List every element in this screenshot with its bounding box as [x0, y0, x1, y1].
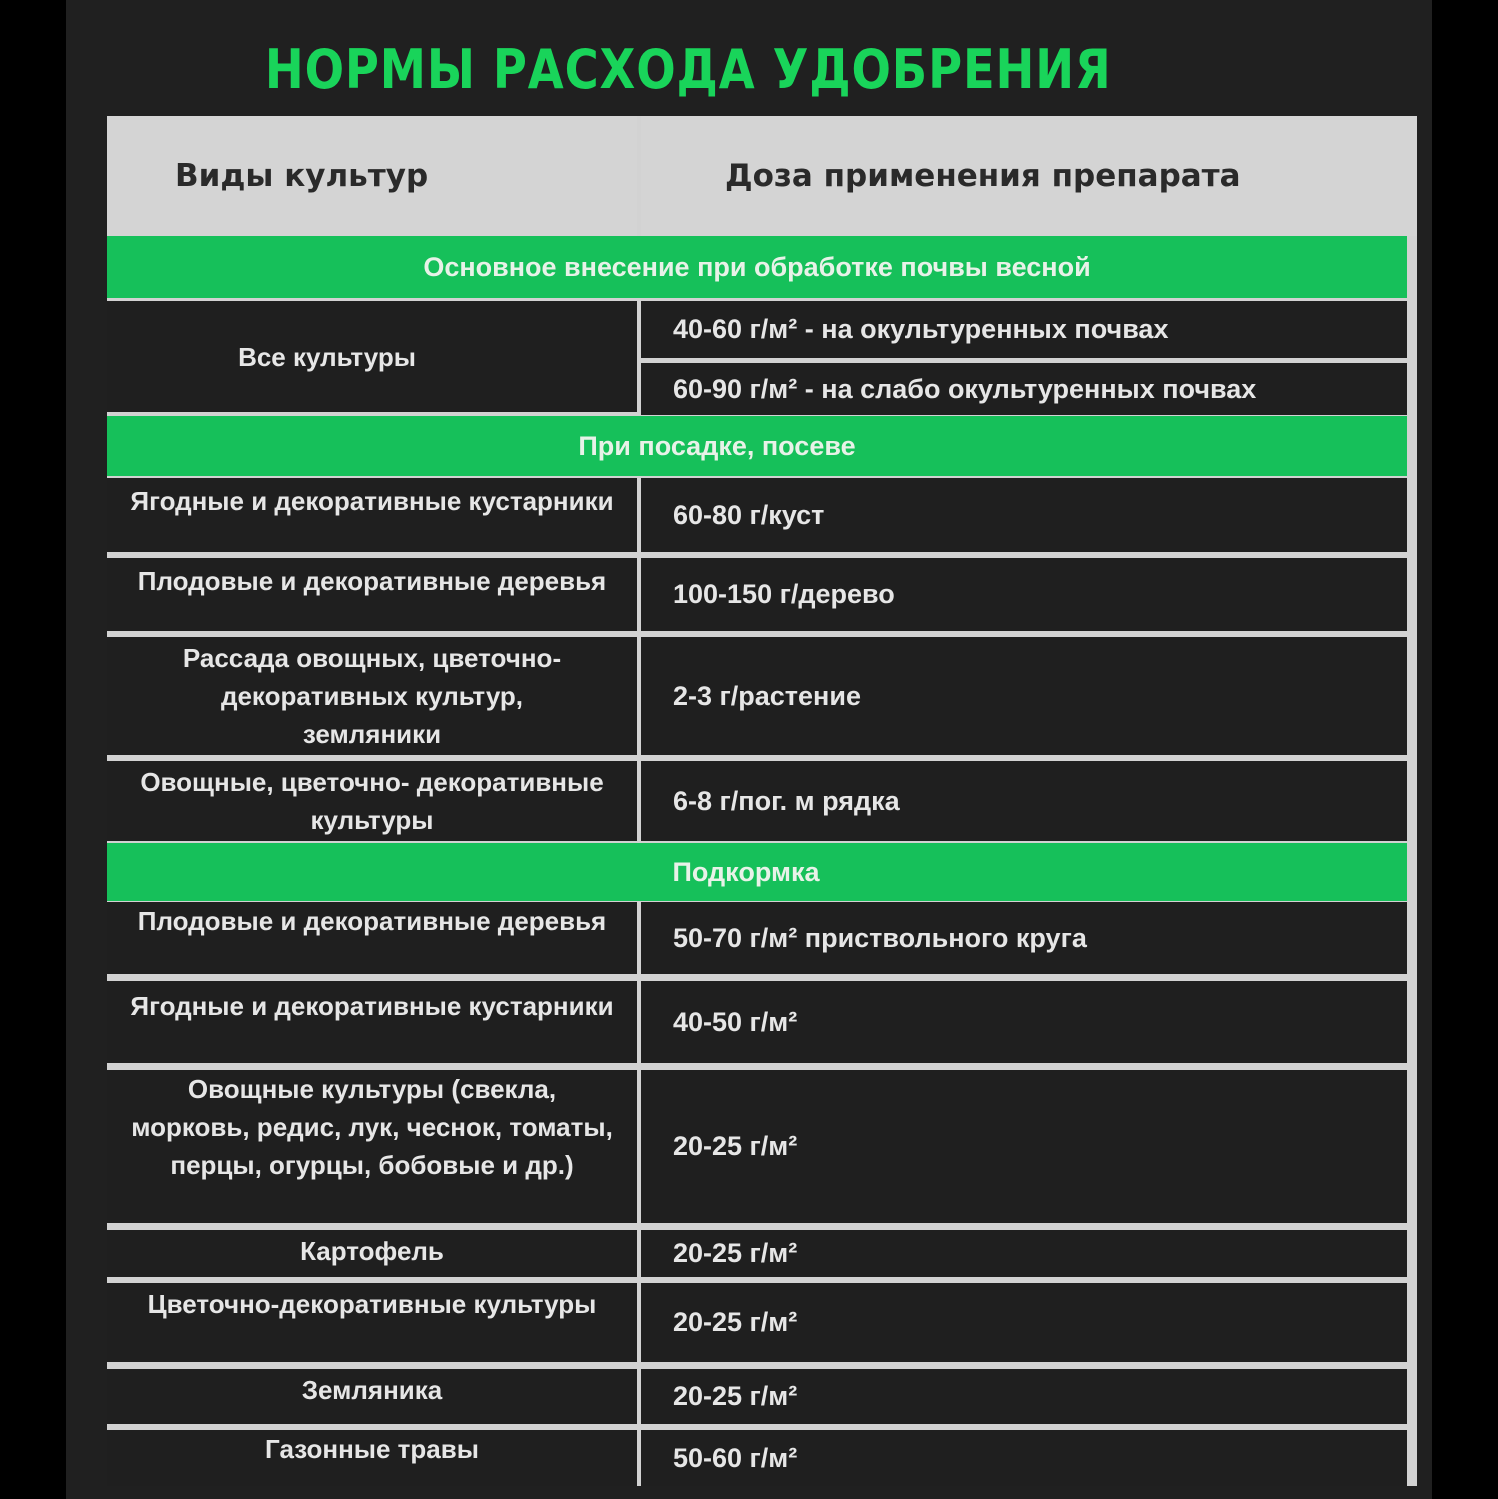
crop-cell: Овощные культуры (свекла, морковь, редис, лук, чеснок, томаты, перцы, огурцы, бобовые и др.) [107, 1070, 637, 1223]
dose-cell: 50-60 г/м² [641, 1430, 1407, 1486]
header-dose: Доза применения препарата [641, 116, 1417, 236]
dose-cell: 20-25 г/м² [641, 1070, 1407, 1223]
crop-cell: Ягодные и декоративные кустарники [107, 981, 637, 1063]
dose-cell: 20-25 г/м² [641, 1230, 1407, 1277]
fertilizer-table [107, 116, 1417, 1486]
crop-cell: Все культуры [107, 301, 637, 412]
crop-cell: Картофель [107, 1230, 637, 1277]
section-title: При посадке, посеве [107, 416, 1407, 476]
dose-cell: 100-150 г/дерево [641, 558, 1407, 631]
crop-cell: Земляника [107, 1369, 637, 1424]
crop-cell: Цветочно-декоративные культуры [107, 1283, 637, 1362]
crop-cell: Плодовые и декоративные деревья [107, 902, 637, 974]
dose-cell: 40-60 г/м² - на окультуренных почвах [641, 301, 1407, 358]
crop-cell: Плодовые и декоративные деревья [107, 558, 637, 631]
dose-cell: 60-90 г/м² - на слабо окультуренных почвах [641, 363, 1407, 415]
crop-cell: Ягодные и декоративные кустарники [107, 478, 637, 552]
dose-cell: 20-25 г/м² [641, 1283, 1407, 1362]
dose-cell: 50-70 г/м² приствольного круга [641, 902, 1407, 974]
crop-cell: Овощные, цветочно- декоративные культуры [107, 761, 637, 841]
dose-cell: 60-80 г/куст [641, 478, 1407, 552]
crop-cell: Рассада овощных, цветочно-декоративных культур, земляники [107, 637, 637, 755]
page-title: НОРМЫ РАСХОДА УДОБРЕНИЯ [264, 38, 1112, 101]
header-crop: Виды культур [107, 116, 637, 236]
dose-cell: 20-25 г/м² [641, 1369, 1407, 1424]
dose-cell: 6-8 г/пог. м рядка [641, 761, 1407, 841]
crop-cell: Газонные травы [107, 1430, 637, 1486]
dose-cell: 2-3 г/растение [641, 637, 1407, 755]
dose-cell: 40-50 г/м² [641, 981, 1407, 1063]
section-title: Основное внесение при обработке почвы весной [107, 236, 1407, 298]
section-title: Подкормка [107, 843, 1407, 901]
